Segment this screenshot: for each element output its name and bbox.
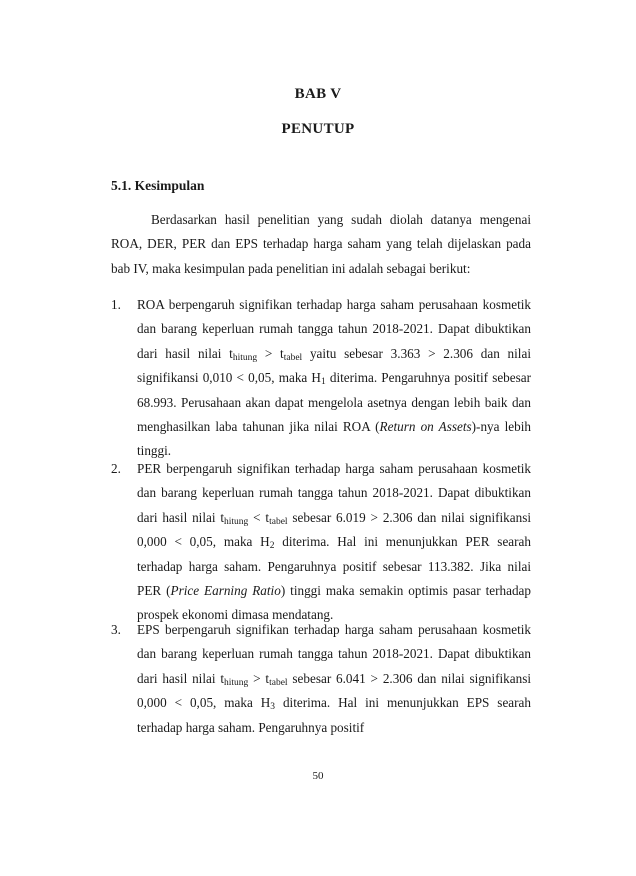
item-text: > t <box>257 345 284 361</box>
item-text: PER berpengaruh signifikan terhadap harga saham perusahaan kosmetik dan barang keperluan rumah tangga tahun 2018-2021. Dapat dibuktikan dari hasil nilai t <box>137 461 531 525</box>
chapter-number: BAB V <box>294 86 342 102</box>
item-number: 3. <box>111 622 121 637</box>
subscript: hitung <box>224 516 249 527</box>
item-text: > t <box>248 670 270 686</box>
item-text: diterima. Hal ini menunjukkan PER searah terhadap harga saham. Pengaruhnya positif sebesar 113.382. Jika nilai PER ( <box>137 534 531 599</box>
item-text: ) tinggi maka semakin optimis pasar terhadap prospek ekonomi dimasa mendatang. <box>137 583 532 623</box>
list-item <box>111 293 531 464</box>
item-text: diterima. Hal ini menunjukkan EPS searah terhadap harga saham. Pengaruhnya positif <box>137 695 531 735</box>
item-number: 1. <box>111 297 121 312</box>
item-text: sebesar 6.019 > 2.306 dan nilai signifikansi 0,000 < 0,05, maka H <box>137 509 532 550</box>
item-text: < t <box>248 509 270 525</box>
list-item <box>111 457 531 628</box>
item-text: EPS berpengaruh signifikan terhadap harga saham perusahaan kosmetik dan barang keperluan rumah tangga tahun 2018-2021. Dapat dibuktikan dari hasil nilai t <box>137 622 531 686</box>
page-number: 50 <box>312 770 324 782</box>
item-text: )-nya lebih tinggi. <box>137 419 531 459</box>
item-text: ROA berpengaruh signifikan terhadap harga saham perusahaan kosmetik dan barang keperluan rumah tangga tahun 2018-2021. Dapat dibuktikan dari hasil nilai t <box>137 297 531 361</box>
subscript: 2 <box>269 541 275 552</box>
subscript: 3 <box>270 702 276 713</box>
conclusion-list-item-1 <box>111 293 531 464</box>
conclusion-list-item-2 <box>111 457 531 628</box>
conclusion-list-item-3 <box>111 618 531 740</box>
subscript: hitung <box>232 352 258 363</box>
item-text: diterima. Pengaruhnya positif sebesar 68.993. Perusahaan akan dapat mengelola asetnya dengan lebih baik dan menghasilkan laba tahunan jika nilai ROA ( <box>137 370 531 435</box>
subscript: hitung <box>224 677 249 688</box>
italic-term: Return on Assets <box>379 419 472 435</box>
item-number: 2. <box>111 461 121 476</box>
section-heading: 5.1. Kesimpulan <box>111 178 205 193</box>
chapter-title: PENUTUP <box>281 121 355 137</box>
item-text: sebesar 6.041 > 2.306 dan nilai signifikansi 0,000 < 0,05, maka H <box>137 670 532 711</box>
subscript: tabel <box>269 677 288 688</box>
subscript: 1 <box>320 377 326 388</box>
item-text: yaitu sebesar 3.363 > 2.306 dan nilai signifikansi 0,010 < 0,05, maka H <box>137 345 531 386</box>
list-item <box>111 618 531 740</box>
italic-term: Price Earning Ratio <box>170 583 281 599</box>
subscript: tabel <box>269 516 288 527</box>
subscript: tabel <box>283 352 303 363</box>
intro-paragraph: Berdasarkan hasil penelitian yang sudah diolah datanya mengenai ROA, DER, PER dan EPS terhadap harga saham yang telah dijelaskan pada bab IV, maka kesimpulan pada penelitian ini adalah sebagai berikut: <box>111 212 531 276</box>
